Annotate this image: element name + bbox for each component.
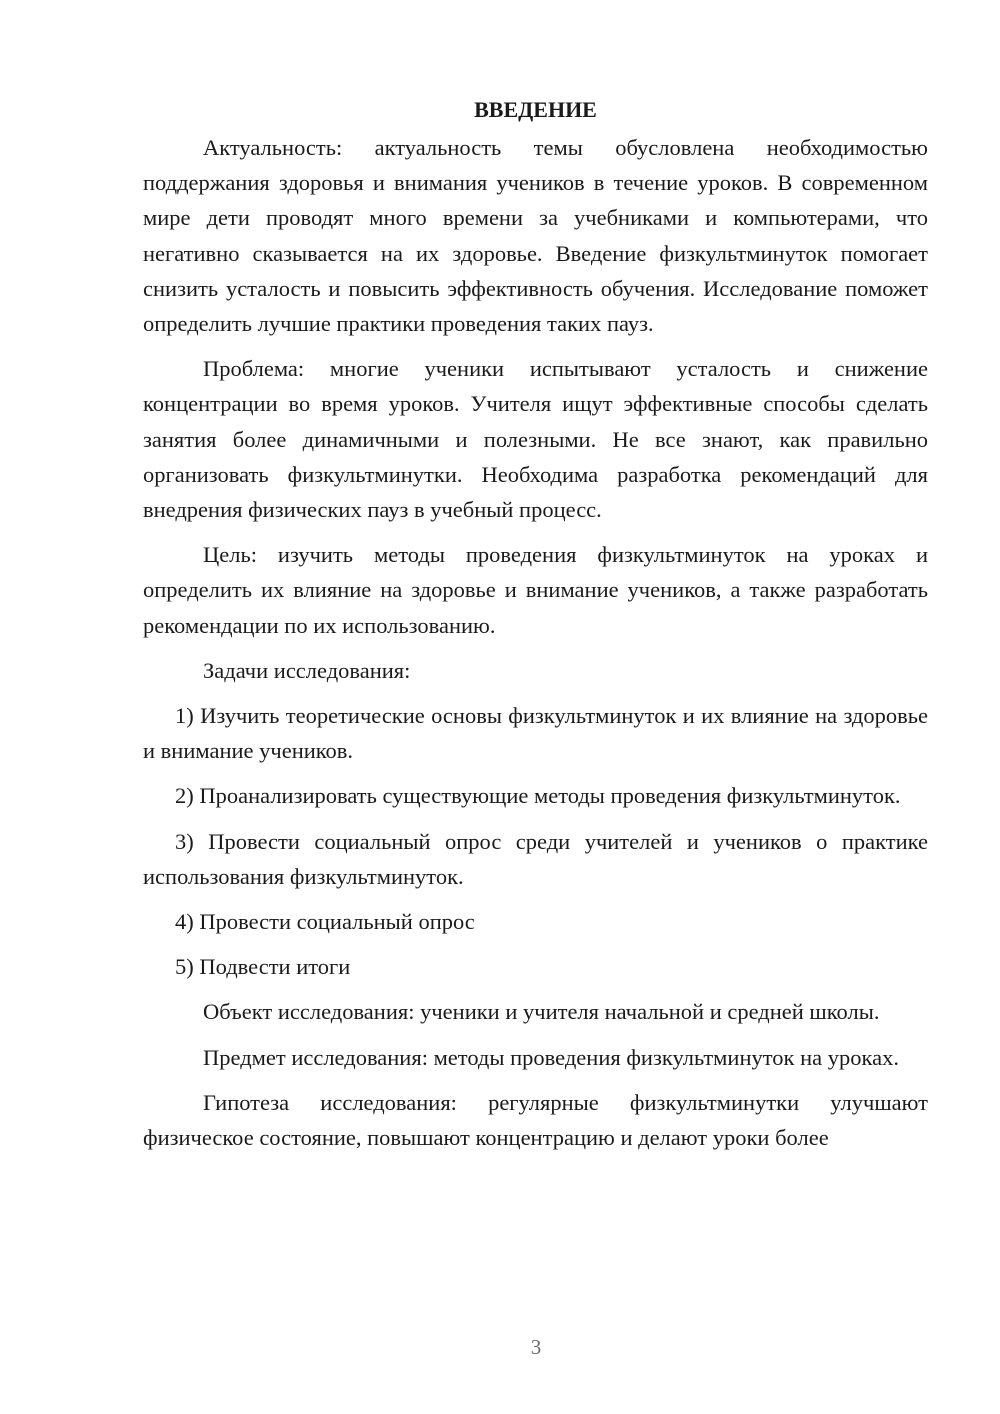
task-item: 4) Провести социальный опрос (175, 909, 475, 935)
relevance-paragraph: Актуальность: актуальность темы обусловлена необходимостью поддержания здоровья и внимания учеников в течение уроков. В современном мире дети проводят много времени за учебниками и компьютерами, что негативно сказывается на их здоровье. Введение физкультминуток помогает снизить усталость и повысить эффективность обучения. Исследование поможет определить лучшие практики проведения таких пауз. (143, 135, 928, 337)
task-item: 3) Провести социальный опрос среди учителей и учеников о практике использования физкультминуток. (143, 828, 928, 889)
document-page (143, 92, 928, 1165)
hypothesis-paragraph: Гипотеза исследования: регулярные физкультминутки улучшают физическое состояние, повышают концентрацию и делают уроки более (143, 1089, 928, 1151)
task-item: 2) Проанализировать существующие методы проведения физкультминуток. (175, 783, 901, 809)
task-item: 5) Подвести итоги (175, 954, 351, 980)
tasks-heading: Задачи исследования: (203, 657, 411, 683)
page-title: ВВЕДЕНИЕ (474, 97, 597, 122)
subject-paragraph: Предмет исследования: методы проведения физкультминуток на уроках. (203, 1044, 899, 1070)
object-paragraph: Объект исследования: ученики и учителя начальной и средней школы. (203, 999, 880, 1025)
problem-paragraph: Проблема: многие ученики испытывают усталость и снижение концентрации во время уроков. Учителя ищут эффективные способы сделать занятия более динамичными и полезными. Не все знают, как правильно организовать физкультминутки. Необходима разработка рекомендаций для внедрения физических пауз в учебный процесс. (143, 356, 928, 523)
goal-paragraph: Цель: изучить методы проведения физкультминуток на уроках и определить их влияние на здоровье и внимание учеников, а также разработать рекомендации по их использованию. (143, 542, 928, 638)
page-number: 3 (530, 1335, 542, 1359)
task-item: 1) Изучить теоретические основы физкультминуток и их влияние на здоровье и внимание учеников. (143, 703, 928, 764)
